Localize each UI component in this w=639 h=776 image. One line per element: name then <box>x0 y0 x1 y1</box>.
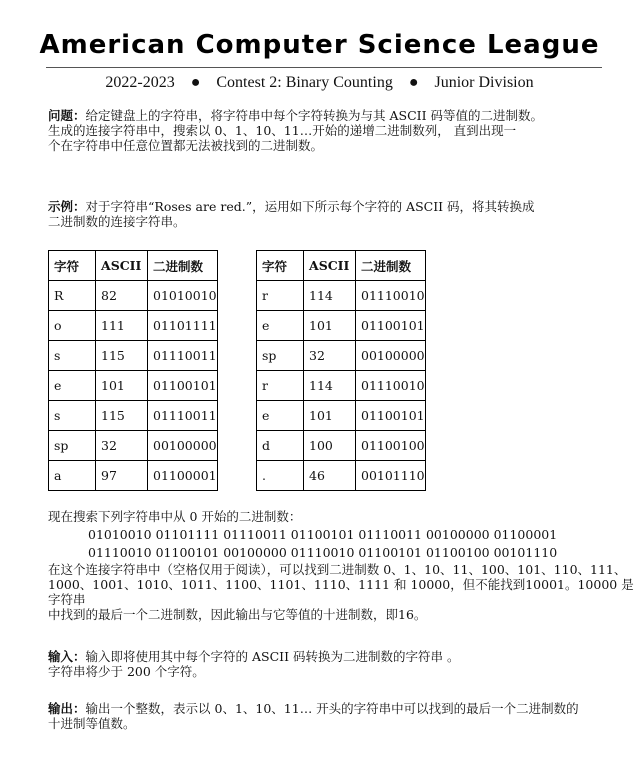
cell-ascii: 32 <box>304 341 356 371</box>
title-divider <box>46 67 602 68</box>
cell-binary: 01110010 <box>356 371 426 401</box>
example-label: 示例： <box>48 199 86 214</box>
table-row <box>257 371 426 401</box>
table-row <box>49 371 218 401</box>
cell-char: e <box>257 311 304 341</box>
cell-binary: 01100101 <box>148 371 218 401</box>
search-line-3: 中找到的最后一个二进制数，因此输出与它等值的十进制数，即16。 <box>48 607 427 622</box>
problem-line-1: 问题：给定键盘上的字符串，将字符串中每个字符转换为与其 ASCII 码等值的二进制数。 <box>48 108 543 123</box>
ascii-table-right <box>256 250 426 491</box>
output-line-1: 输出：输出一个整数，表示以 0、1、10、11… 开头的字符串中可以找到的最后一个二进制数的 <box>48 701 579 716</box>
cell-ascii: 97 <box>96 461 148 491</box>
cell-ascii: 82 <box>96 281 148 311</box>
subtitle-contest: Contest 2: Binary Counting <box>216 74 393 91</box>
example-line-1: 示例：对于字符串“Roses are red.”，运用如下所示每个字符的 ASCII 码，将其转换成 <box>48 199 535 214</box>
cell-ascii: 101 <box>304 311 356 341</box>
input-section <box>48 649 459 679</box>
table-row <box>257 281 426 311</box>
table-header-row <box>257 251 426 281</box>
search-line-1: 在这个连接字符串中（空格仅用于阅读），可以找到二进制数 0、1、10、11、100、101、110、111、 <box>48 562 627 577</box>
problem-section <box>48 108 543 153</box>
column-header-char: 字符 <box>257 251 304 281</box>
table-row <box>49 281 218 311</box>
column-header-binary: 二进制数 <box>148 251 218 281</box>
table-row <box>257 461 426 491</box>
problem-label: 问题： <box>48 108 86 123</box>
cell-ascii: 100 <box>304 431 356 461</box>
cell-ascii: 101 <box>304 401 356 431</box>
table-row <box>257 431 426 461</box>
output-label: 输出： <box>48 701 86 716</box>
column-header-ascii: ASCII <box>96 251 148 281</box>
problem-line-3: 个在字符串中任意位置都无法被找到的二进制数。 <box>48 138 324 153</box>
search-intro: 现在搜索下列字符串中从 0 开始的二进制数： <box>48 509 302 524</box>
table-row <box>49 461 218 491</box>
subtitle-year: 2022-2023 <box>105 74 175 91</box>
input-line-2: 字符串将少于 200 个字符。 <box>48 664 205 679</box>
ascii-table-left <box>48 250 218 491</box>
search-line-2: 1000、1001、1010、1011、1100、1101、1110、1111 和 10000，但不能找到10001。10000 是字符串 <box>48 577 634 607</box>
bullet-icon: ● <box>190 74 201 91</box>
cell-char: e <box>49 371 96 401</box>
cell-binary: 01100101 <box>356 401 426 431</box>
cell-binary: 01110011 <box>148 341 218 371</box>
cell-binary: 00101110 <box>356 461 426 491</box>
cell-binary: 01110011 <box>148 401 218 431</box>
cell-char: e <box>257 401 304 431</box>
bullet-icon: ● <box>408 74 419 91</box>
cell-binary: 01010010 <box>148 281 218 311</box>
cell-ascii: 111 <box>96 311 148 341</box>
contest-subtitle <box>0 74 639 92</box>
cell-binary: 01100001 <box>148 461 218 491</box>
column-header-ascii: ASCII <box>304 251 356 281</box>
table-row <box>49 401 218 431</box>
cell-ascii: 32 <box>96 431 148 461</box>
cell-char: sp <box>257 341 304 371</box>
cell-binary: 01101111 <box>148 311 218 341</box>
problem-line-2: 生成的连接字符串中，搜索以 0、1、10、11…开始的递增二进制数列， 直到出现一 <box>48 123 517 138</box>
cell-char: s <box>49 401 96 431</box>
table-header-row <box>49 251 218 281</box>
cell-binary: 00100000 <box>356 341 426 371</box>
input-label: 输入： <box>48 649 86 664</box>
cell-ascii: 114 <box>304 281 356 311</box>
column-header-char: 字符 <box>49 251 96 281</box>
cell-ascii: 115 <box>96 401 148 431</box>
cell-char: a <box>49 461 96 491</box>
cell-char: R <box>49 281 96 311</box>
cell-char: . <box>257 461 304 491</box>
cell-char: d <box>257 431 304 461</box>
binary-string-line-2: 01110010 01100101 00100000 01110010 01100101 01100100 00101110 <box>88 545 558 560</box>
table-row <box>257 311 426 341</box>
cell-ascii: 46 <box>304 461 356 491</box>
table-row <box>49 311 218 341</box>
table-row <box>49 431 218 461</box>
cell-binary: 01100101 <box>356 311 426 341</box>
search-explanation <box>48 562 639 622</box>
subtitle-division: Junior Division <box>434 74 534 91</box>
example-line-2: 二进制数的连接字符串。 <box>48 214 186 229</box>
cell-char: r <box>257 281 304 311</box>
table-row <box>257 341 426 371</box>
cell-ascii: 115 <box>96 341 148 371</box>
cell-binary: 01100100 <box>356 431 426 461</box>
binary-string-line-1: 01010010 01101111 01110011 01100101 01110011 00100000 01100001 <box>88 527 558 542</box>
table-row <box>257 401 426 431</box>
cell-char: sp <box>49 431 96 461</box>
table-row <box>49 341 218 371</box>
page-title: American Computer Science League <box>39 30 600 60</box>
cell-ascii: 101 <box>96 371 148 401</box>
cell-binary: 01110010 <box>356 281 426 311</box>
output-line-2: 十进制等值数。 <box>48 716 136 731</box>
cell-binary: 00100000 <box>148 431 218 461</box>
input-line-1: 输入：输入即将使用其中每个字符的 ASCII 码转换为二进制数的字符串 。 <box>48 649 460 664</box>
cell-char: r <box>257 371 304 401</box>
example-section <box>48 199 535 229</box>
output-section <box>48 701 579 731</box>
column-header-binary: 二进制数 <box>356 251 426 281</box>
cell-char: o <box>49 311 96 341</box>
cell-ascii: 114 <box>304 371 356 401</box>
cell-char: s <box>49 341 96 371</box>
